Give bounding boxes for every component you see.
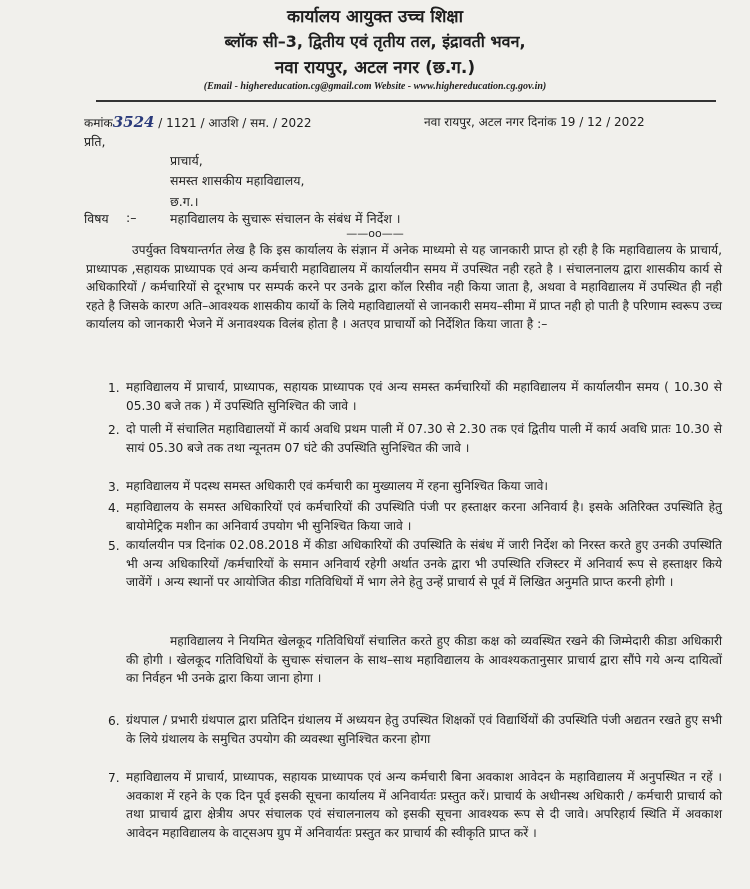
prati-label: प्रति, [84,134,106,149]
recipient-line-3: छ.ग.। [170,194,199,209]
item-7-number: 7. [108,771,120,785]
item-7-text: महाविद्यालय में प्राचार्य, प्राध्यापक, सहायक प्राध्यापक एवं अन्य कर्मचारी बिना अवकाश आवेदन के महाविद्यालय में अनुपस्थित न रहें । अवकाश में रहने के एक दिन पूर्व इसकी सूचना कार्यालय में अनिवार्यतः प्रस्तुत करें। प्राचार्य के अधीनस्थ अधिकारी / कर्मचारी प्राचार्य को तथा प्राचार्य द्वारा क्षेत्रीय अपर संचालक एवं संचालनालय को इसकी सूचना आवश्यक रूप से दी जावे। अपरिहार्य स्थिति में अवकाश आवेदन महाविद्यालय के वाट्सअप ग्रुप में अनिवार्यतः प्रस्तुत कर प्राचार्य की स्वीकृति प्राप्त करें । [126,770,722,840]
office-title: कार्यालय आयुक्त उच्च शिक्षा [287,7,463,27]
item-5-text: कार्यालयीन पत्र दिनांक 02.08.2018 में कीडा अधिकारियों की उपस्थिति के संबंध में जारी निर्देश को निरस्त करते हुए उनकी उपस्थिति भी अन्य अधिकारियों /कर्मचारियों के समान अनिवार्य रहेगी अर्थात उनके द्वारा भी उपस्थिति रजिस्टर में अनिवार्य रूप से हस्ताक्षर किये जावेंगें । अन्य स्थानों पर आयोजित कीडा गतिविधियों में भाग लेने हेतु उन्हें प्राचार्य से पूर्व में लिखित अनुमति प्राप्त करनी होगी । [126,538,722,590]
subject-separator: :– [126,210,137,225]
handwritten-number: 3524 [112,113,155,131]
recipient-line-1: प्राचार्य, [170,153,203,168]
subject-label: विषय [84,211,109,226]
item-1-text: महाविद्यालय में प्राचार्य, प्राध्यापक, सहायक प्राध्यापक एवं अन्य समस्त कर्मचारियों की महाविद्यालय में कार्यालयीन समय ( 10.30 से 05.30 बजे तक ) में उपस्थिति सुनिश्चित की जावे । [126,380,722,413]
item-6-number: 6. [108,714,120,728]
item-6-text: ग्रंथपाल / प्रभारी ग्रंथपाल द्वारा प्रतिदिन ग्रंथालय में अध्ययन हेतु उपस्थित शिक्षकों एवं विद्यार्थियों की उपस्थिति पंजी अद्यतन रखते हुए सभी के लिये ग्रंथालय के समुचित उपयोग की व्यवस्था सुनिश्चित करना होगा [126,713,722,746]
item-5-continuation: महाविद्यालय ने नियमित खेलकूद गतिविधियाँ संचालित करते हुए कीडा कक्ष को व्यवस्थित रखने की जिम्मेदारी कीडा अधिकारी की होगी । खेलकूद गतिविधियों के सुचारू संचालन के साथ–साथ महाविद्यालय के आवश्यकतानुसार प्राचार्य द्वारा सौंपे गये अन्य दायित्वों का निर्वहन भी उनके द्वारा किया जाना होगा । [126,634,722,686]
reference-code: / 1121 / आउशि / सम. / 2022 [158,116,312,130]
intro-paragraph: उपर्युक्त विषयान्तर्गत लेख है कि इस कार्यालय के संज्ञान में अनेक माध्यमो से यह जानकारी प्राप्त हो रही है कि महाविद्यालय के प्राचार्य, प्राध्यापक ,सहायक प्राध्यापक एवं अन्य कर्मचारी महाविद्यालय में कार्यालयीन समय में उपस्थित नही रहते है । संचालनालय द्वारा शासकीय कार्य से अधिकारियों / कर्मचारियों से दूरभाष पर सम्पर्क करने पर उनके द्वारा कॉल रिसीव नही किया जाता है, अथवा वे महाविद्यालय में उपस्थित ही नही रहते है जिसके कारण अति–आवश्यक शासकीय कार्यो के लिये महाविद्यालयों से जानकारी समय–सीमा में प्राप्त नही हो पाती है परिणाम स्वरूप उच्च कार्यालय को जानकारी भेजने में अनावश्यक विलंब होता है । अतएव प्राचार्यो को निर्देशित किया जाता है :– [86,243,722,332]
item-1-number: 1. [108,381,120,395]
office-contact: (Email - highereducation.cg@gmail.com Website - www.highereducation.cg.gov.in) [203,81,547,92]
item-4-text: महाविद्यालय के समस्त अधिकारियों एवं कर्मचारियों की उपस्थिति पंजी पर हस्ताक्षर करना अनिवार्य है। इसके अतिरिक्त उपस्थिति हेतु बायोमेट्रिक मशीन का अनिवार्य उपयोग भी सुनिश्चित किया जावे । [126,500,722,533]
office-address: ब्लॉक सी–3, द्वितीय एवं तृतीय तल, इंद्रावती भवन, [224,32,526,51]
item-2-number: 2. [108,423,120,437]
item-5-number: 5. [108,539,120,553]
item-2-text: दो पाली में संचालित महाविद्यालयों में कार्य अवधि प्रथम पाली में 07.30 से 2.30 तक एवं द्वितीय पाली में कार्य अवधि प्रातः 10.30 से सायं 05.30 बजे तक तथा न्यूनतम 07 घंटे की उपस्थिति सुनिश्चित की जावे । [126,422,722,455]
recipient-line-2: समस्त शासकीय महाविद्यालय, [170,173,305,188]
item-3-number: 3. [108,480,120,494]
kramank-label: कमांक [84,116,113,130]
subject-text: महाविद्यालय के सुचारू संचालन के संबंध में निर्देश । [170,211,401,226]
item-4-number: 4. [108,501,120,515]
office-city: नवा रायपुर, अटल नगर (छ.ग.) [274,58,476,78]
item-3-text: महाविद्यालय में पदस्थ समस्त अधिकारी एवं कर्मचारी का मुख्यालय में रहना सुनिश्चित किया जावे। [126,479,549,493]
place-date: नवा रायपुर, अटल नगर दिनांक 19 / 12 / 2022 [424,115,645,129]
reference-number [84,113,311,131]
header-rule [96,100,716,102]
section-divider: ——oo—— [346,227,404,240]
